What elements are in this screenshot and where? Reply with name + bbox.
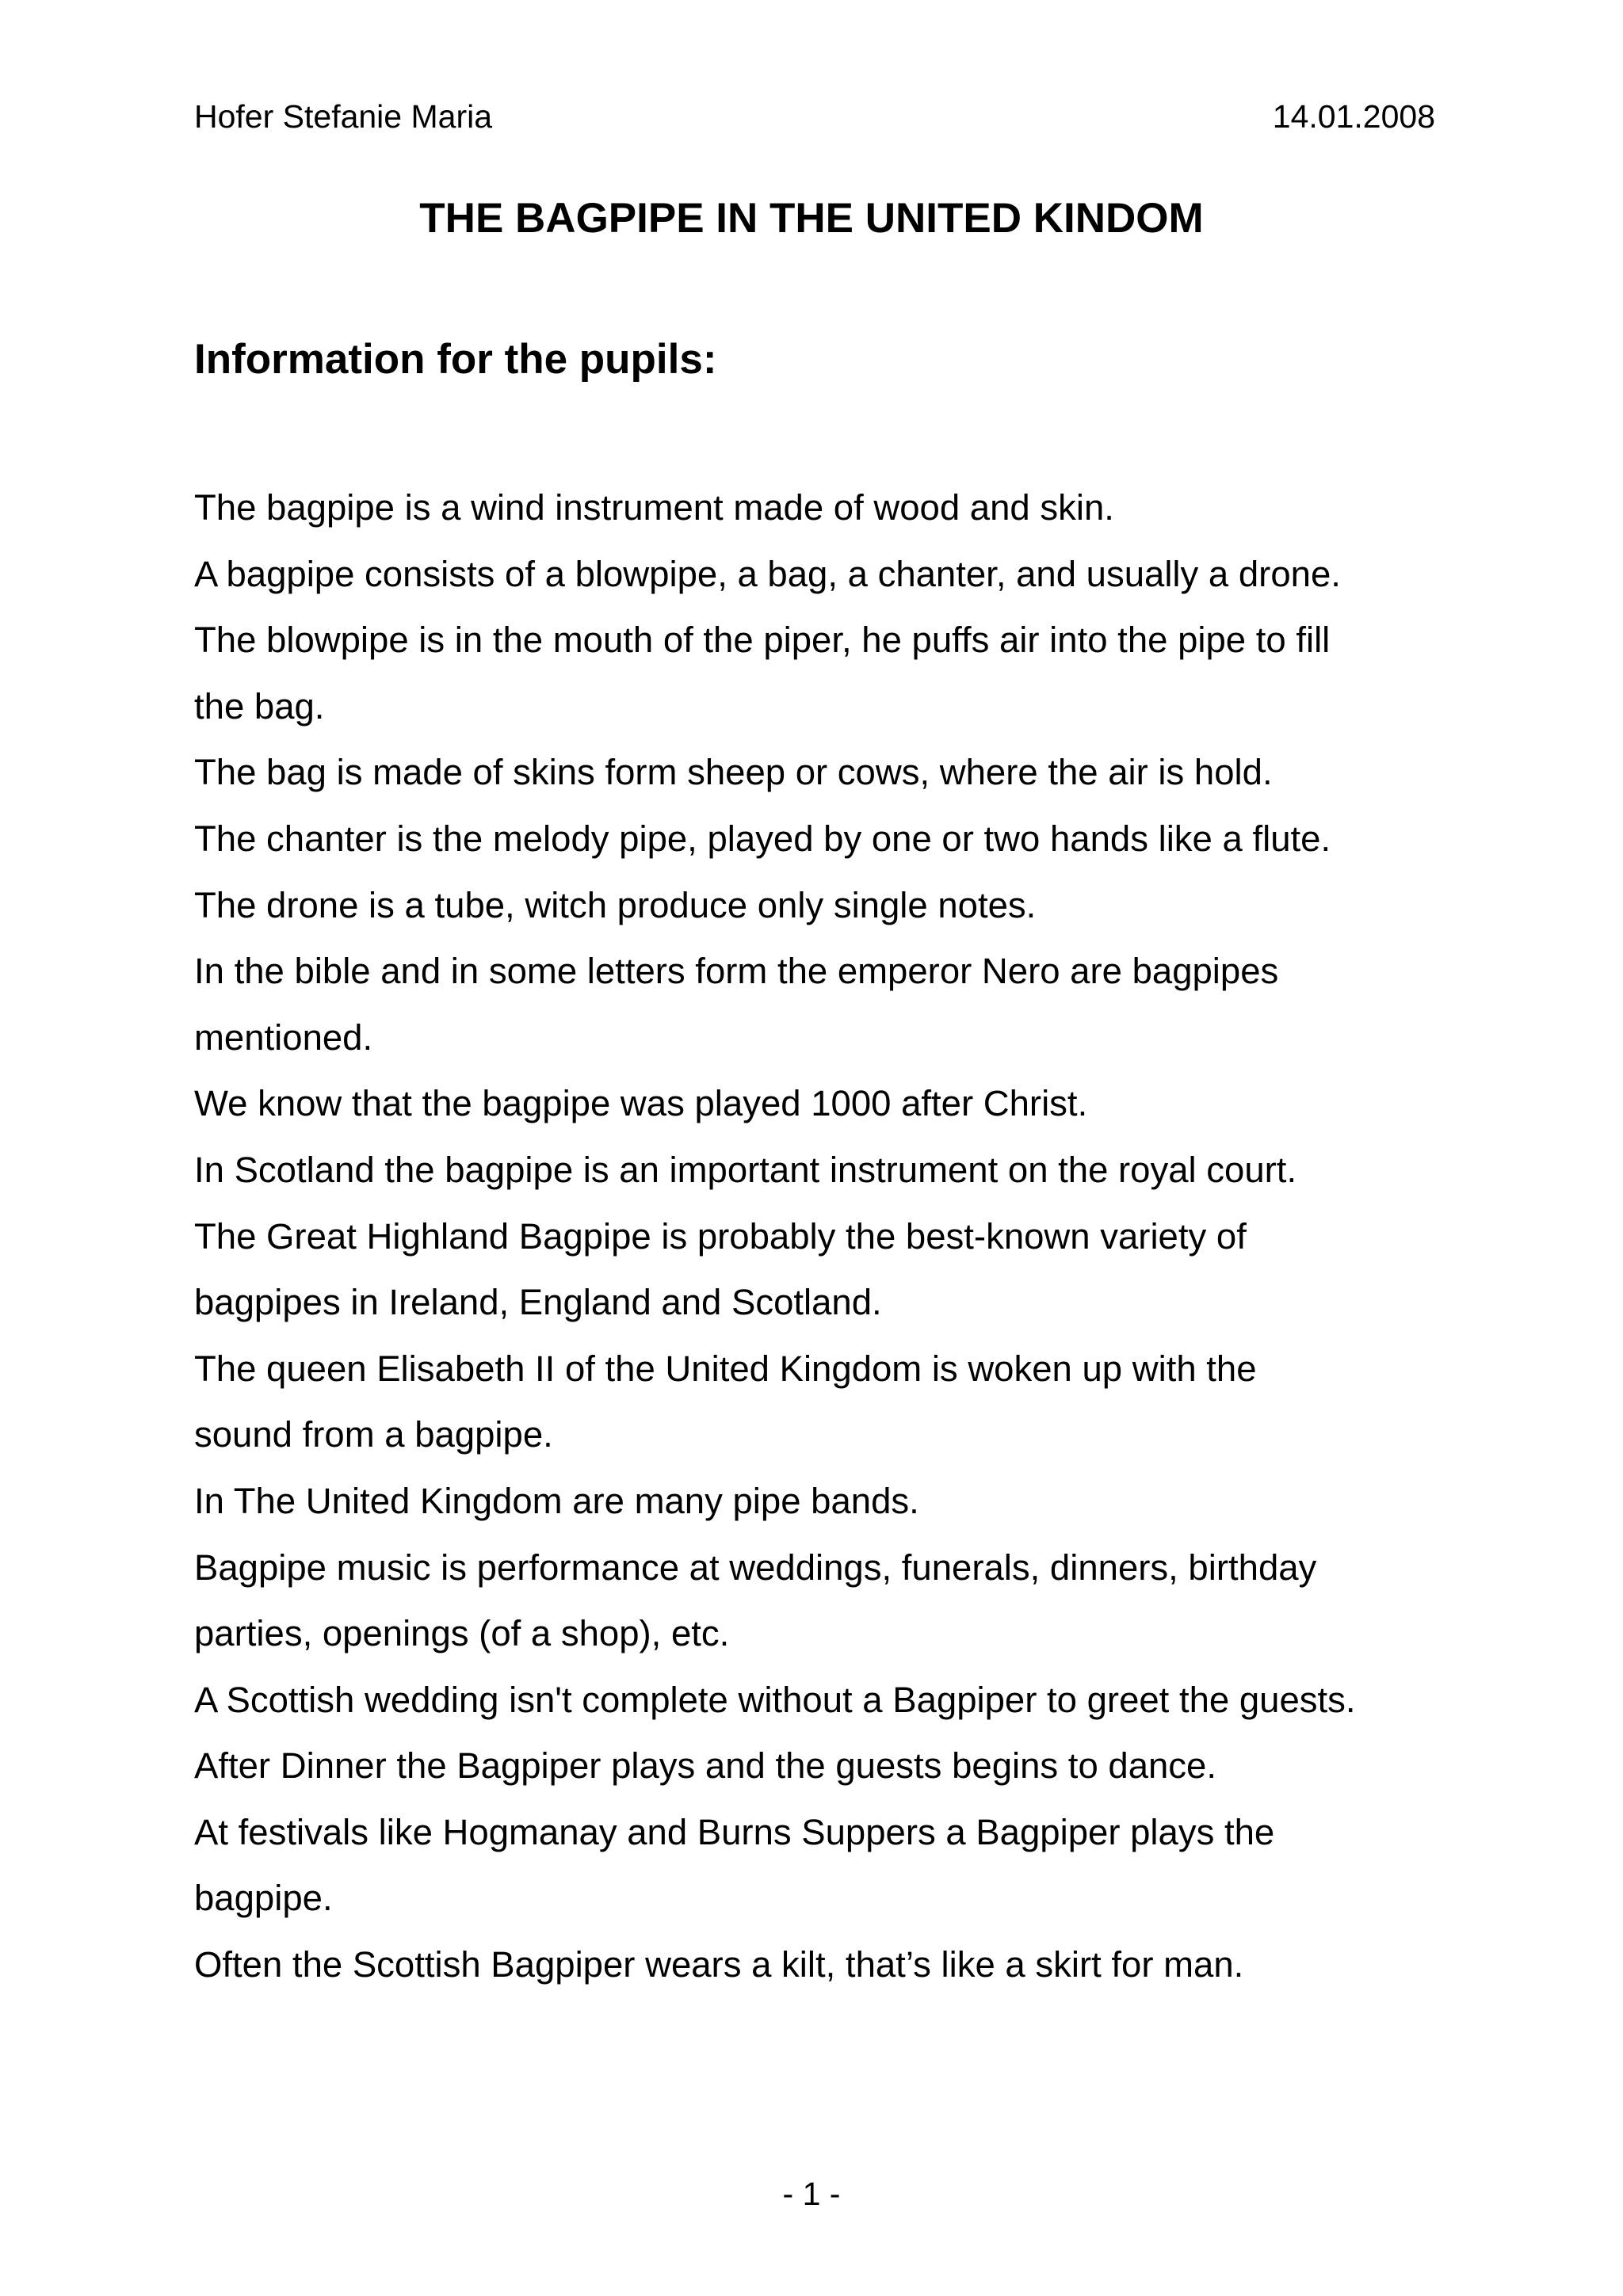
text-line: The Great Highland Bagpipe is probably the best-known variety of	[194, 1215, 1247, 1257]
text-line: bagpipes in Ireland, England and Scotland.	[194, 1282, 882, 1323]
text-line: At festivals like Hogmanay and Burns Suppers a Bagpiper plays the	[194, 1811, 1275, 1852]
text-line: A bagpipe consists of a blowpipe, a bag, a chanter, and usually a drone.	[194, 553, 1341, 594]
text-line: In Scotland the bagpipe is an important instrument on the royal court.	[194, 1149, 1297, 1190]
text-line: The chanter is the melody pipe, played by one or two hands like a flute.	[194, 818, 1331, 859]
text-line: In the bible and in some letters form the emperor Nero are bagpipes	[194, 951, 1279, 992]
text-line: Bagpipe music is performance at weddings, funerals, dinners, birthday	[194, 1547, 1317, 1588]
document-title: THE BAGPIPE IN THE UNITED KINDOM	[419, 195, 1204, 242]
text-line: The bag is made of skins form sheep or cows, where the air is hold.	[194, 752, 1273, 793]
text-line: sound from a bagpipe.	[194, 1414, 553, 1455]
text-line: The queen Elisabeth II of the United Kingdom is woken up with the	[194, 1348, 1257, 1389]
text-line: After Dinner the Bagpiper plays and the guests begins to dance.	[194, 1745, 1216, 1787]
header-date: 14.01.2008	[1272, 98, 1435, 135]
text-line: The drone is a tube, witch produce only single notes.	[194, 884, 1037, 925]
text-line: The bagpipe is a wind instrument made of wood and skin.	[194, 487, 1114, 528]
text-line: We know that the bagpipe was played 1000 after Christ.	[194, 1083, 1088, 1124]
text-line: mentioned.	[194, 1016, 373, 1058]
text-line: parties, openings (of a shop), etc.	[194, 1613, 730, 1654]
header-author: Hofer Stefanie Maria	[194, 98, 493, 135]
section-heading: Information for the pupils:	[194, 336, 717, 383]
text-line: Often the Scottish Bagpiper wears a kilt, that’s like a skirt for man.	[194, 1944, 1244, 1985]
page-number: - 1 -	[782, 2176, 841, 2212]
body-text	[194, 475, 1462, 1998]
text-line: The blowpipe is in the mouth of the piper, he puffs air into the pipe to fill	[194, 620, 1331, 661]
text-line: In The United Kingdom are many pipe bands.	[194, 1480, 919, 1521]
text-line: A Scottish wedding isn't complete without a Bagpiper to greet the guests.	[194, 1679, 1356, 1720]
text-line: the bag.	[194, 685, 325, 727]
text-line: bagpipe.	[194, 1878, 333, 1919]
